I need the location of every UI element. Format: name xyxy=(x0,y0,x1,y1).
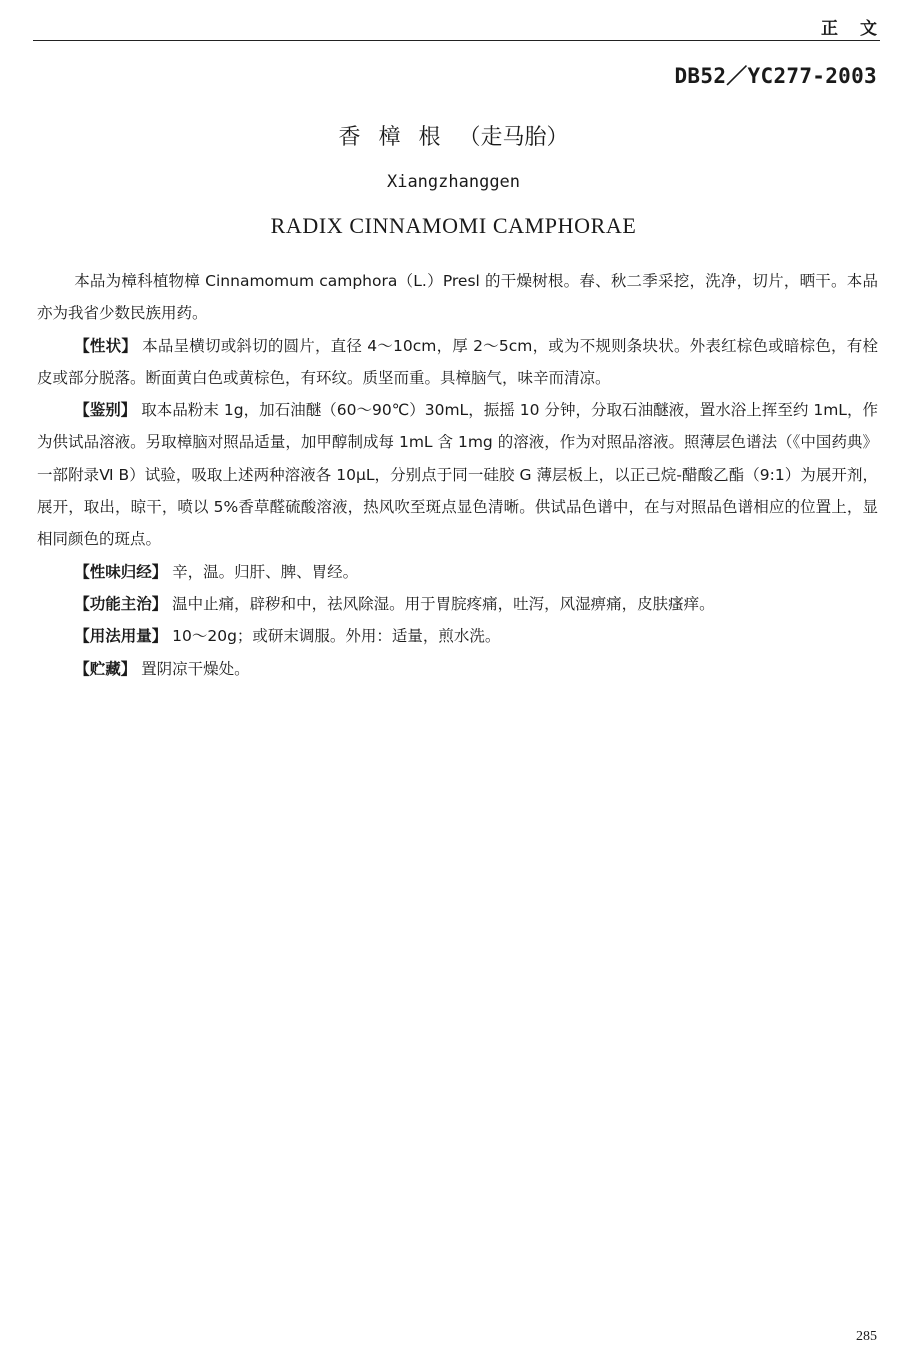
header-divider xyxy=(33,40,880,41)
page-title xyxy=(0,120,907,151)
section-text: 置阴凉干燥处。 xyxy=(141,659,250,678)
section-tag: 【性状】 xyxy=(74,336,138,355)
latin-name: RADIX CINNAMOMI CAMPHORAE xyxy=(270,213,637,238)
section-label: 正文 xyxy=(821,19,899,39)
section-function-indication xyxy=(37,588,878,620)
page-number: 285 xyxy=(856,1329,877,1344)
intro-paragraph: 本品为樟科植物樟 Cinnamomum camphora（L.）Presl 的干燥树根。春、秋二季采挖，洗净，切片，晒干。本品亦为我省少数民族用药。 xyxy=(37,272,878,323)
section-nature-meridian xyxy=(37,556,878,588)
section-tag: 【用法用量】 xyxy=(74,627,168,646)
title-main: 香樟根 xyxy=(338,125,459,150)
section-text: 辛，温。归肝、脾、胃经。 xyxy=(172,562,359,581)
section-text: 温中止痛，辟秽和中，祛风除湿。用于胃脘疼痛，吐泻，风湿痹痛，皮肤瘙痒。 xyxy=(172,594,715,613)
section-text: 10～20g；或研末调服。外用：适量，煎水洗。 xyxy=(172,627,501,646)
standard-code: DB52／YC277-2003 xyxy=(674,64,877,88)
section-tag: 【功能主治】 xyxy=(74,594,168,613)
section-tag: 【性味归经】 xyxy=(74,562,168,581)
monograph-body xyxy=(37,265,878,685)
section-text: 本品呈横切或斜切的圆片，直径 4～10cm，厚 2～5cm，或为不规则条块状。外表红棕色或暗棕色，有栓皮或部分脱落。断面黄白色或黄棕色，有环纹。质坚而重。具樟脑气，味辛而清凉。 xyxy=(37,336,878,387)
title-alias: （走马胎） xyxy=(458,125,569,150)
section-storage xyxy=(37,653,878,685)
section-identification xyxy=(37,394,878,555)
section-text: 取本品粉末 1g，加石油醚（60～90℃）30mL，振摇 10 分钟，分取石油醚液，置水浴上挥至约 1mL，作为供试品溶液。另取樟脑对照品适量，加甲醇制成每 1mL 含 1mg 的溶液，作为对照品溶液。照薄层色谱法（《中国药典》一部附录Ⅵ B）试验，吸取上述两种溶液各 10μL，分别点于同一硅胶 G 薄层板上，以正己烷-醋酸乙酯（9:1）为展开剂，展开，取出，晾干，喷以 5%香草醛硫酸溶液，热风吹至斑点显色清晰。供试品色谱中，在与对照品色谱相应的位置上，显相同颜色的斑点。 xyxy=(37,401,878,549)
section-tag: 【贮藏】 xyxy=(74,659,137,678)
pinyin-name: Xiangzhanggen xyxy=(386,172,521,192)
section-tag: 【鉴别】 xyxy=(74,401,137,420)
section-usage-dosage xyxy=(37,620,878,652)
section-description xyxy=(37,330,878,395)
